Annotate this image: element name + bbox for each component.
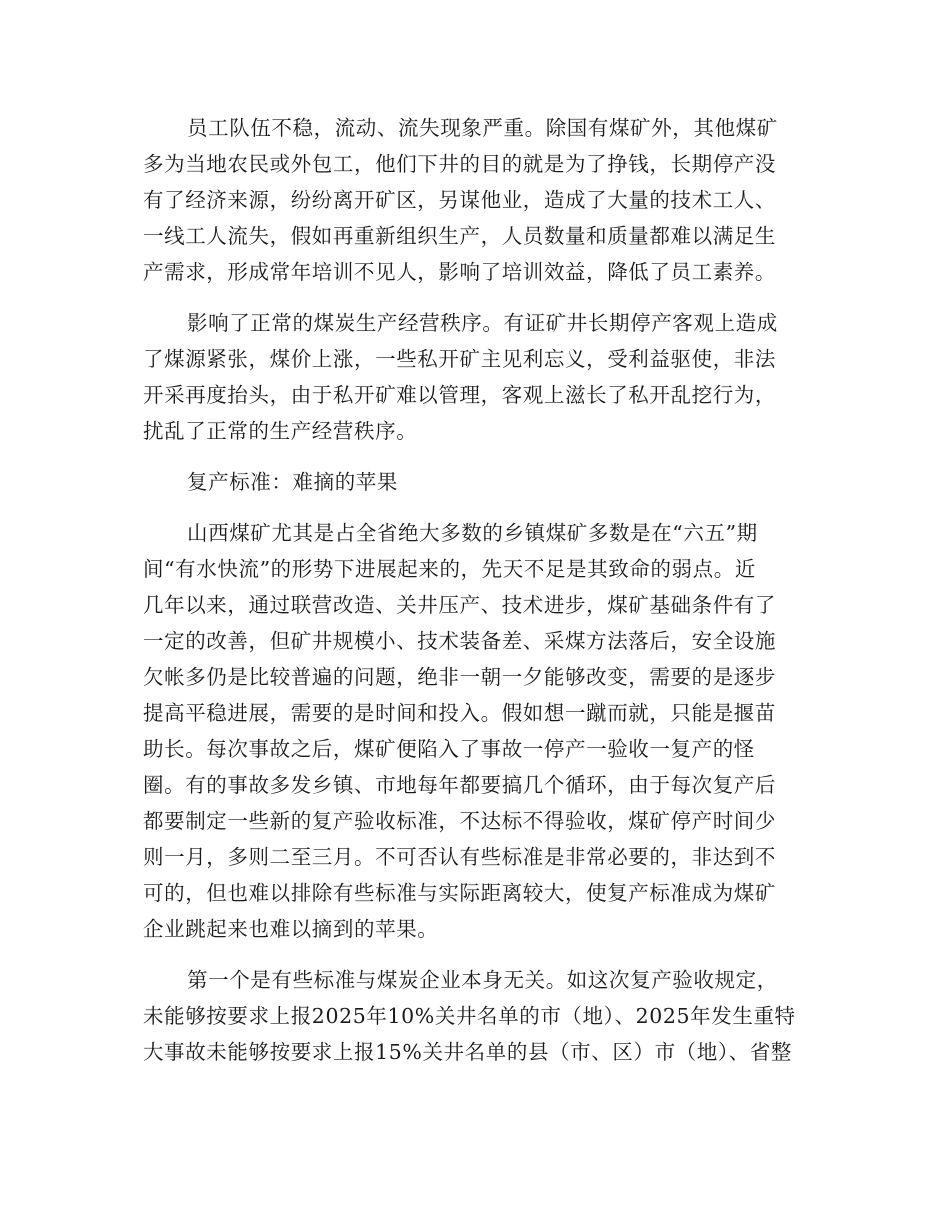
text-line: 第一个是有些标准与煤炭企业本身无关。如这次复产验收规定， [187,968,778,992]
text-line: 间“有水快流”的形势下进展起来的，先天不足是其致命的弱点。近 [143,557,756,581]
text-line: 一线工人流失，假如再重新组织生产，人员数量和质量都难以满足生 [143,224,776,248]
text-line: 山西煤矿尤其是占全省绝大多数的乡镇煤矿多数是在“六五”期 [187,521,758,545]
text-line: 都要制定一些新的复产验收标准，不达标不得验收，煤矿停产时间少 [143,809,776,833]
text-line: 了煤源紧张，煤价上涨，一些私开矿主见利忘义，受利益驱使，非法 [143,347,776,371]
text-line: 扰乱了正常的生产经营秩序。 [143,419,418,443]
text-line: 影响了正常的煤炭生产经营秩序。有证矿井长期停产客观上造成 [187,311,778,335]
text-line: 欠帐多仍是比较普遍的问题，绝非一朝一夕能够改变，需要的是逐步 [143,665,776,689]
text-line: 有了经济来源，纷纷离开矿区，另谋他业，造成了大量的技术工人、 [143,188,776,212]
text-line: 提高平稳进展，需要的是时间和投入。假如想一蹴而就，只能是揠苗 [143,701,776,725]
section-heading-text: 复产标准：难摘的苹果 [187,470,398,494]
paragraph-first-standard [143,962,808,1070]
text-line: 助长。每次事故之后，煤矿便陷入了事故一停产一验收一复产的怪 [143,737,755,761]
text-line: 可的，但也难以排除有些标准与实际距离较大，使复产标准成为煤矿 [143,881,776,905]
paragraph-production-order [143,305,808,449]
paragraph-shanxi-mines [143,515,808,947]
text-line: 产需求，形成常年培训不见人，影响了培训效益，降低了员工素养。 [143,260,776,284]
text-line: 企业跳起来也难以摘到的苹果。 [143,917,439,941]
text-line: 大事故未能够按要求上报15%关井名单的县（市、区）市（地）、省整 [143,1040,793,1064]
text-line: 一定的改善，但矿井规模小、技术装备差、采煤方法落后，安全设施 [143,629,776,653]
text-line: 员工队伍不稳，流动、流失现象严重。除国有煤矿外，其他煤矿 [187,116,778,140]
document-body [143,110,808,1085]
text-line: 几年以来，通过联营改造、关井压产、技术进步，煤矿基础条件有了 [143,593,776,617]
text-line: 多为当地农民或外包工，他们下井的目的就是为了挣钱，长期停产没 [143,152,776,176]
paragraph-staff-instability [143,110,808,290]
text-line: 开采再度抬头，由于私开矿难以管理，客观上滋长了私开乱挖行为， [143,383,776,407]
section-heading [143,464,808,500]
text-line: 圈。有的事故多发乡镇、市地每年都要搞几个循环，由于每次复产后 [143,773,776,797]
text-line: 则一月，多则二至三月。不可否认有些标准是非常必要的，非达到不 [143,845,776,869]
text-line: 未能够按要求上报2025年10%关井名单的市（地）、2025年发生重特 [143,1004,796,1028]
